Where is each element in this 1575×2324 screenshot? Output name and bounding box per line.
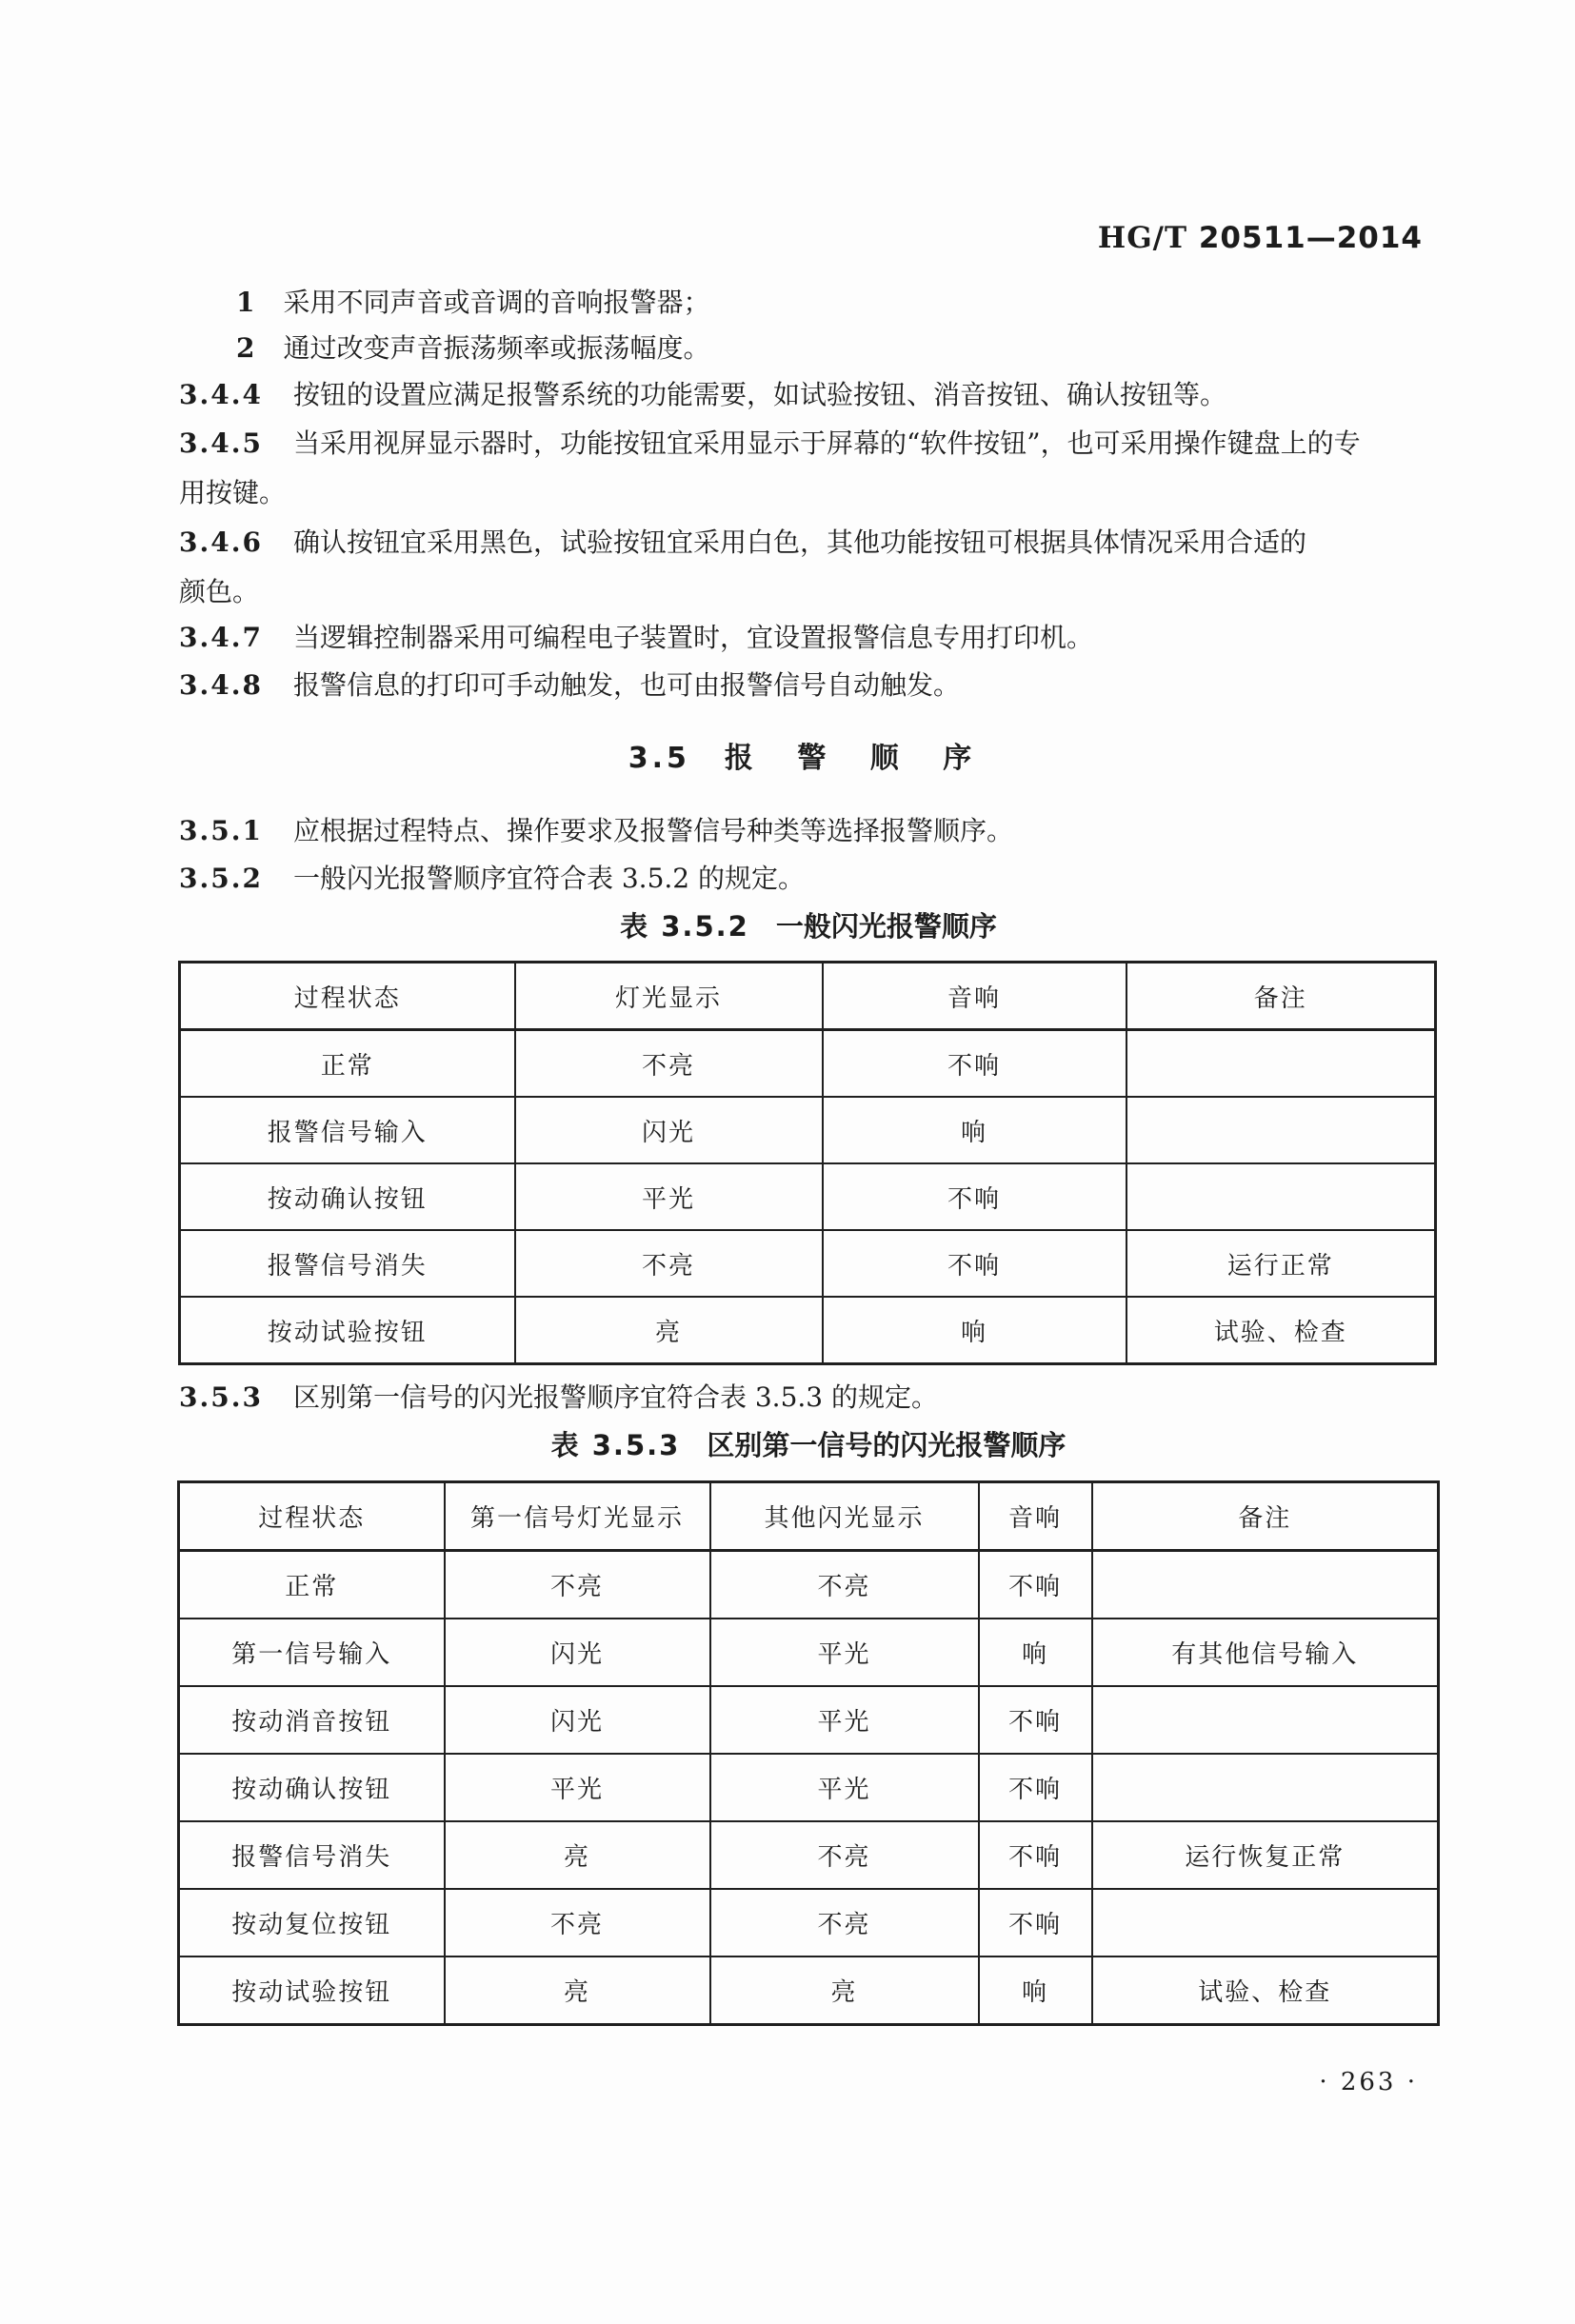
clause-3-5-3 bbox=[179, 1373, 1438, 1422]
table-cell: 响 bbox=[979, 1619, 1092, 1686]
table-cell: 平光 bbox=[710, 1619, 979, 1686]
clause-text-continuation: 用按键。 bbox=[179, 477, 287, 508]
table-caption-number: 表 3.5.3 bbox=[550, 1429, 681, 1461]
clause-text: 应根据过程特点、操作要求及报警信号种类等选择报警顺序。 bbox=[292, 815, 1013, 846]
table-cell: 按动消音按钮 bbox=[179, 1686, 445, 1754]
table-row bbox=[180, 1030, 1436, 1098]
clause-number: 3.4.7 bbox=[179, 622, 263, 653]
table-cell: 亮 bbox=[445, 1821, 710, 1889]
table-cell: 试验、检查 bbox=[1092, 1957, 1439, 2025]
clause-number: 3.4.8 bbox=[179, 669, 263, 701]
clause-number: 3.4.6 bbox=[179, 526, 263, 558]
column-header: 灯光显示 bbox=[515, 963, 823, 1030]
table-cell: 平光 bbox=[710, 1686, 979, 1754]
table-cell: 响 bbox=[823, 1297, 1126, 1364]
table-row bbox=[179, 1686, 1439, 1754]
table-3-5-2 bbox=[178, 961, 1437, 1365]
clause-3-4-7 bbox=[179, 613, 1438, 663]
column-header: 过程状态 bbox=[179, 1482, 445, 1551]
table-cell: 不亮 bbox=[710, 1889, 979, 1957]
table-cell: 不亮 bbox=[445, 1551, 710, 1619]
table-cell: 闪光 bbox=[445, 1686, 710, 1754]
table-cell: 报警信号消失 bbox=[179, 1821, 445, 1889]
clause-3-4-6 bbox=[179, 518, 1438, 617]
column-header: 备注 bbox=[1126, 963, 1436, 1030]
table-cell: 不响 bbox=[979, 1686, 1092, 1754]
table-header-row bbox=[179, 1482, 1439, 1551]
table-cell: 平光 bbox=[710, 1754, 979, 1821]
clause-text: 当采用视屏显示器时，功能按钮宜采用显示于屏幕的“软件按钮”，也可采用操作键盘上的专 bbox=[292, 427, 1361, 459]
table-cell bbox=[1092, 1889, 1439, 1957]
table-cell: 亮 bbox=[445, 1957, 710, 2025]
table-cell: 不亮 bbox=[710, 1551, 979, 1619]
table-cell: 试验、检查 bbox=[1126, 1297, 1436, 1364]
list-number: 1 bbox=[236, 287, 255, 318]
table-cell: 按动试验按钮 bbox=[179, 1957, 445, 2025]
table-cell: 平光 bbox=[445, 1754, 710, 1821]
table-row bbox=[179, 1821, 1439, 1889]
clause-number: 3.5.2 bbox=[179, 863, 263, 894]
table-cell: 按动确认按钮 bbox=[180, 1163, 515, 1230]
table-cell: 不响 bbox=[823, 1230, 1126, 1297]
table-cell: 亮 bbox=[710, 1957, 979, 2025]
list-text: 采用不同声音或音调的音响报警器； bbox=[283, 287, 710, 318]
table-cell: 运行正常 bbox=[1126, 1230, 1436, 1297]
clause-text-continuation: 颜色。 bbox=[179, 576, 260, 607]
column-header: 音响 bbox=[979, 1482, 1092, 1551]
column-header: 音响 bbox=[823, 963, 1126, 1030]
page-number: · 263 · bbox=[1319, 2068, 1418, 2096]
table-cell: 响 bbox=[823, 1097, 1126, 1163]
table-cell: 闪光 bbox=[445, 1619, 710, 1686]
section-heading-3-5 bbox=[179, 734, 1438, 784]
table-row bbox=[179, 1889, 1439, 1957]
table-cell: 不亮 bbox=[515, 1230, 823, 1297]
table-row bbox=[179, 1619, 1439, 1686]
clause-text: 确认按钮宜采用黑色，试验按钮宜采用白色，其他功能按钮可根据具体情况采用合适的 bbox=[292, 526, 1306, 558]
table-3-5-3-caption bbox=[179, 1420, 1438, 1470]
section-number: 3.5 bbox=[628, 742, 690, 775]
clause-number: 3.4.4 bbox=[179, 379, 263, 410]
clause-3-4-8 bbox=[179, 661, 1438, 710]
list-item-1 bbox=[179, 278, 1438, 328]
table-cell: 报警信号输入 bbox=[180, 1097, 515, 1163]
clause-3-4-4 bbox=[179, 370, 1438, 420]
table-row bbox=[180, 1097, 1436, 1163]
table-cell: 不亮 bbox=[445, 1889, 710, 1957]
table-row bbox=[179, 1754, 1439, 1821]
table-cell: 有其他信号输入 bbox=[1092, 1619, 1439, 1686]
table-3-5-3 bbox=[177, 1480, 1440, 2026]
table-cell: 正常 bbox=[180, 1030, 515, 1098]
clause-number: 3.4.5 bbox=[179, 427, 263, 459]
column-header: 其他闪光显示 bbox=[710, 1482, 979, 1551]
column-header: 过程状态 bbox=[180, 963, 515, 1030]
table-3-5-2-caption bbox=[179, 902, 1438, 951]
list-text: 通过改变声音振荡频率或振荡幅度。 bbox=[283, 332, 710, 364]
clause-text: 一般闪光报警顺序宜符合表 3.5.2 的规定。 bbox=[292, 863, 805, 894]
column-header: 备注 bbox=[1092, 1482, 1439, 1551]
table-cell: 闪光 bbox=[515, 1097, 823, 1163]
table-cell: 不响 bbox=[979, 1821, 1092, 1889]
clause-text: 区别第一信号的闪光报警顺序宜符合表 3.5.3 的规定。 bbox=[292, 1381, 939, 1413]
table-caption-number: 表 3.5.2 bbox=[620, 910, 749, 943]
table-cell: 按动复位按钮 bbox=[179, 1889, 445, 1957]
table-caption-title: 一般闪光报警顺序 bbox=[775, 910, 997, 943]
table-row bbox=[180, 1163, 1436, 1230]
table-cell: 响 bbox=[979, 1957, 1092, 2025]
table-cell bbox=[1126, 1030, 1436, 1098]
table-cell: 正常 bbox=[179, 1551, 445, 1619]
table-cell bbox=[1126, 1097, 1436, 1163]
clause-3-5-2 bbox=[179, 854, 1438, 904]
table-cell: 平光 bbox=[515, 1163, 823, 1230]
table-cell: 报警信号消失 bbox=[180, 1230, 515, 1297]
table-row bbox=[180, 1297, 1436, 1364]
table-cell: 运行恢复正常 bbox=[1092, 1821, 1439, 1889]
table-cell: 不响 bbox=[979, 1551, 1092, 1619]
section-title: 报 警 顺 序 bbox=[724, 742, 989, 775]
table-cell: 不响 bbox=[979, 1889, 1092, 1957]
header-slash bbox=[1187, 221, 1199, 255]
clause-number: 3.5.3 bbox=[179, 1381, 263, 1413]
clause-3-5-1 bbox=[179, 806, 1438, 856]
table-cell: 按动试验按钮 bbox=[180, 1297, 515, 1364]
table-header-row bbox=[180, 963, 1436, 1030]
table-cell: 不响 bbox=[823, 1030, 1126, 1098]
table-cell: 不响 bbox=[979, 1754, 1092, 1821]
standard-code-number: 20511—2014 bbox=[1198, 221, 1423, 255]
table-row bbox=[180, 1230, 1436, 1297]
column-header: 第一信号灯光显示 bbox=[445, 1482, 710, 1551]
clause-text: 报警信息的打印可手动触发，也可由报警信号自动触发。 bbox=[292, 669, 960, 701]
table-cell bbox=[1092, 1551, 1439, 1619]
table-caption-title: 区别第一信号的闪光报警顺序 bbox=[707, 1429, 1067, 1461]
clause-number: 3.5.1 bbox=[179, 815, 263, 846]
table-cell bbox=[1126, 1163, 1436, 1230]
table-row bbox=[179, 1551, 1439, 1619]
list-number: 2 bbox=[236, 332, 255, 364]
table-cell: 第一信号输入 bbox=[179, 1619, 445, 1686]
table-cell: 不亮 bbox=[515, 1030, 823, 1098]
table-row bbox=[179, 1957, 1439, 2025]
clause-3-4-5 bbox=[179, 419, 1438, 518]
clause-text: 当逻辑控制器采用可编程电子装置时，宜设置报警信息专用打印机。 bbox=[292, 622, 1093, 653]
table-cell: 不响 bbox=[823, 1163, 1126, 1230]
clause-text: 按钮的设置应满足报警系统的功能需要，如试验按钮、消音按钮、确认按钮等。 bbox=[292, 379, 1226, 410]
table-cell: 亮 bbox=[515, 1297, 823, 1364]
table-cell bbox=[1092, 1686, 1439, 1754]
page-header bbox=[1098, 221, 1423, 255]
table-cell: 不亮 bbox=[710, 1821, 979, 1889]
standard-code-prefix: HG/T bbox=[1097, 221, 1188, 255]
table-cell bbox=[1092, 1754, 1439, 1821]
table-cell: 按动确认按钮 bbox=[179, 1754, 445, 1821]
list-item-2 bbox=[179, 324, 1438, 373]
